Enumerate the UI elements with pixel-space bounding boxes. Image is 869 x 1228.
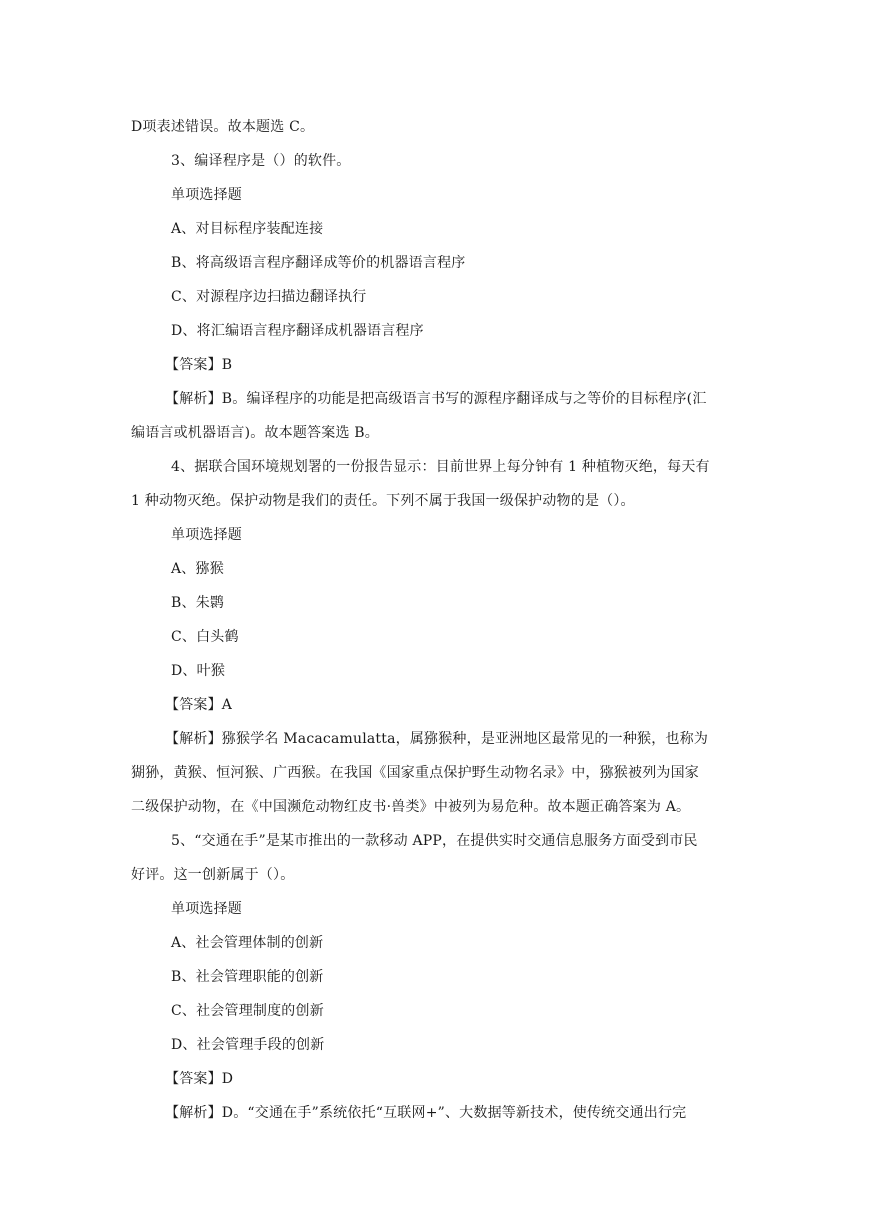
- question-4-stem: 4、据联合国环境规划署的一份报告显示：目前世界上每分钟有 1 种植物灭绝，每天有: [171, 459, 710, 475]
- option-a: A、猕猴: [171, 561, 224, 577]
- answer-label: 【答案】D: [165, 1071, 234, 1087]
- option-c: C、对源程序边扫描边翻译执行: [171, 289, 367, 305]
- text-line: D项表述错误。故本题选 C。: [131, 119, 315, 135]
- question-type: 单项选择题: [171, 527, 242, 543]
- question-type: 单项选择题: [171, 187, 242, 203]
- explanation-line: 二级保护动物，在《中国濒危动物红皮书·兽类》中被列为易危种。故本题正确答案为 A。: [131, 799, 691, 815]
- question-3-stem: 3、编译程序是（）的软件。: [171, 153, 351, 169]
- question-4-stem-cont: 1 种动物灭绝。保护动物是我们的责任。下列不属于我国一级保护动物的是（）。: [131, 493, 635, 509]
- explanation-line: 编语言或机器语言)。故本题答案选 B。: [131, 425, 379, 441]
- option-c: C、白头鹤: [171, 629, 239, 645]
- option-a: A、对目标程序装配连接: [171, 221, 324, 237]
- option-d: D、社会管理手段的创新: [171, 1037, 325, 1053]
- option-a: A、社会管理体制的创新: [171, 935, 324, 951]
- explanation-line: 【解析】B。编译程序的功能是把高级语言书写的源程序翻译成与之等价的目标程序(汇: [165, 391, 707, 407]
- explanation-line: 【解析】猕猴学名 Macacamulatta，属猕猴种，是亚洲地区最常见的一种猴，也称为: [165, 731, 709, 747]
- option-c: C、社会管理制度的创新: [171, 1003, 324, 1019]
- answer-label: 【答案】A: [165, 697, 233, 713]
- explanation-line: 猢狲，黄猴、恒河猴、广西猴。在我国《国家重点保护野生动物名录》中，猕猴被列为国家: [131, 765, 699, 781]
- question-type: 单项选择题: [171, 901, 242, 917]
- page-content: [131, 110, 741, 1130]
- option-d: D、叶猴: [171, 663, 226, 679]
- option-b: B、朱鹮: [171, 595, 225, 611]
- answer-label: 【答案】B: [165, 357, 233, 373]
- explanation-line: 【解析】D。“交通在手”系统依托“互联网+”、大数据等新技术，使传统交通出行完: [165, 1105, 687, 1121]
- question-5-stem: 5、“交通在手”是某市推出的一款移动 APP，在提供实时交通信息服务方面受到市民: [171, 833, 698, 849]
- option-b: B、将高级语言程序翻译成等价的机器语言程序: [171, 255, 466, 271]
- option-d: D、将汇编语言程序翻译成机器语言程序: [171, 323, 424, 339]
- option-b: B、社会管理职能的创新: [171, 969, 324, 985]
- question-5-stem-cont: 好评。这一创新属于（）。: [131, 867, 295, 883]
